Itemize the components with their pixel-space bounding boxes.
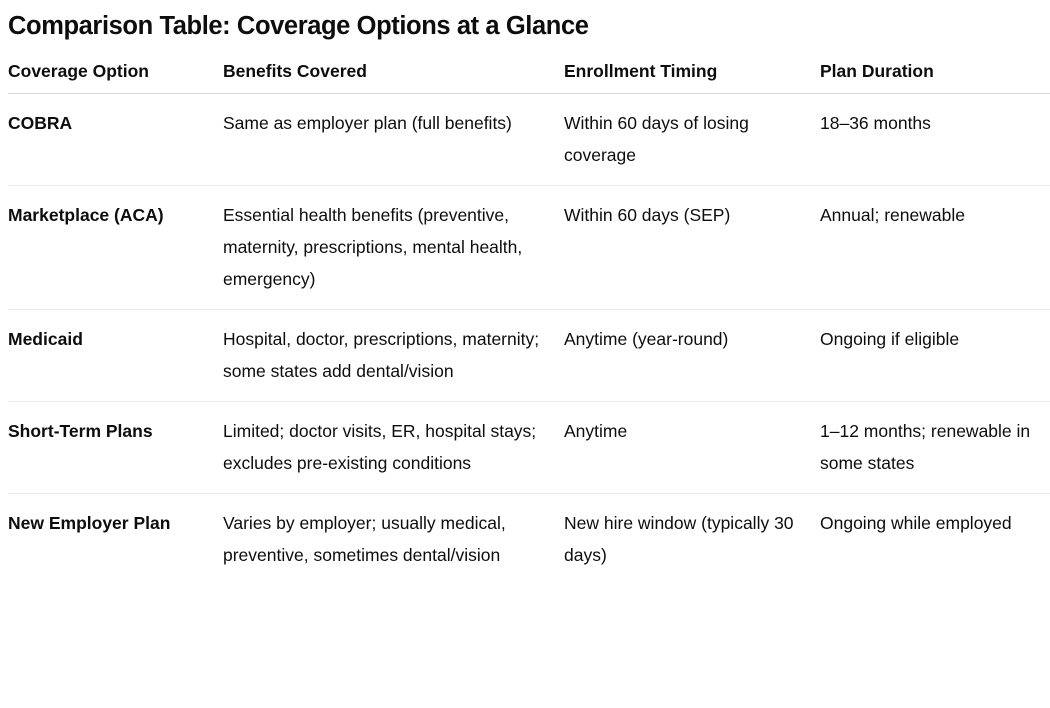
cell-text: Same as employer plan (full benefits) bbox=[223, 113, 512, 133]
cell-duration bbox=[820, 94, 1050, 186]
cell-duration bbox=[820, 186, 1050, 310]
cell-benefits bbox=[223, 402, 564, 494]
page-title: Comparison Table: Coverage Options at a Glance bbox=[8, 12, 589, 40]
cell-enrollment bbox=[564, 310, 820, 402]
cell-coverage-option bbox=[8, 402, 223, 494]
header-plan-duration: Plan Duration bbox=[820, 55, 1050, 94]
table-row bbox=[8, 186, 1050, 310]
cell-duration bbox=[820, 310, 1050, 402]
cell-text: Anytime bbox=[564, 421, 628, 441]
cell-benefits bbox=[223, 310, 564, 402]
cell-coverage-option bbox=[8, 94, 223, 186]
cell-benefits bbox=[223, 186, 564, 310]
cell-text: Limited; doctor visits, ER, hospital stays; excludes pre-existing conditions bbox=[223, 421, 537, 473]
cell-text: COBRA bbox=[8, 113, 73, 133]
cell-text: Anytime (year-round) bbox=[564, 329, 729, 349]
table-row bbox=[8, 402, 1050, 494]
cell-text: Annual; renewable bbox=[820, 205, 965, 225]
cell-text: New hire window (typically 30 days) bbox=[564, 513, 794, 565]
cell-text: 18–36 months bbox=[820, 113, 931, 133]
cell-duration bbox=[820, 494, 1050, 586]
cell-text: Ongoing while employed bbox=[820, 513, 1012, 533]
cell-enrollment bbox=[564, 402, 820, 494]
cell-text: New Employer Plan bbox=[8, 513, 171, 533]
cell-benefits bbox=[223, 494, 564, 586]
table-row bbox=[8, 494, 1050, 586]
cell-text: Within 60 days of losing coverage bbox=[564, 113, 749, 165]
table-row bbox=[8, 310, 1050, 402]
cell-text: 1–12 months; renewable in some states bbox=[820, 421, 1031, 473]
comparison-table bbox=[8, 55, 1050, 585]
cell-duration bbox=[820, 402, 1050, 494]
table-header-row bbox=[8, 55, 1050, 94]
header-coverage-option: Coverage Option bbox=[8, 55, 223, 94]
header-enrollment-timing: Enrollment Timing bbox=[564, 55, 820, 94]
cell-text: Within 60 days (SEP) bbox=[564, 205, 731, 225]
cell-text: Marketplace (ACA) bbox=[8, 205, 164, 225]
cell-coverage-option bbox=[8, 186, 223, 310]
table-row bbox=[8, 94, 1050, 186]
cell-text: Ongoing if eligible bbox=[820, 329, 960, 349]
cell-text: Hospital, doctor, prescriptions, maternity; some states add dental/vision bbox=[223, 329, 540, 381]
cell-text: Essential health benefits (preventive, maternity, prescriptions, mental health, emergency) bbox=[223, 205, 523, 289]
cell-enrollment bbox=[564, 186, 820, 310]
header-benefits-covered: Benefits Covered bbox=[223, 55, 564, 94]
cell-text: Short-Term Plans bbox=[8, 421, 153, 441]
cell-coverage-option bbox=[8, 494, 223, 586]
cell-enrollment bbox=[564, 94, 820, 186]
cell-coverage-option bbox=[8, 310, 223, 402]
cell-benefits bbox=[223, 94, 564, 186]
cell-text: Varies by employer; usually medical, preventive, sometimes dental/vision bbox=[223, 513, 506, 565]
cell-text: Medicaid bbox=[8, 329, 83, 349]
cell-enrollment bbox=[564, 494, 820, 586]
